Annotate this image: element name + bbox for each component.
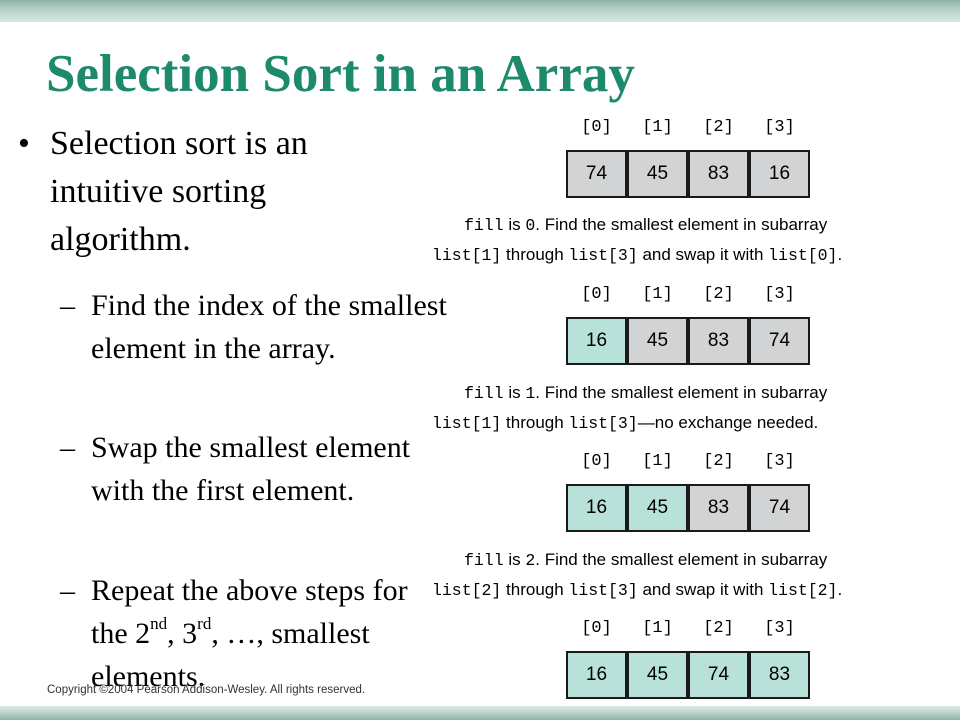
array-cell: 16 [749, 150, 810, 198]
index-labels-row [566, 452, 810, 472]
array-step-2 [566, 484, 810, 532]
index-labels-row [566, 285, 810, 305]
array-cell: 45 [627, 150, 688, 198]
subpoint-dash: – [60, 289, 75, 322]
subpoint-dash: – [60, 431, 75, 464]
top-decorative-bar [0, 0, 960, 22]
caption-step-1: fill is 1. Find the smallest element in subarray list[1] through list[3]—no exchange needed. [432, 383, 828, 433]
array-step-1 [566, 317, 810, 365]
index-label: [3] [764, 285, 795, 304]
array-cell: 74 [749, 484, 810, 532]
array-step-3 [566, 651, 810, 699]
array-cell: 16 [566, 484, 627, 532]
array-cell: 45 [627, 484, 688, 532]
caption-step-2: fill is 2. Find the smallest element in subarray list[2] through list[3] and swap it with list[2]. [432, 550, 843, 600]
bullet-marker: • [18, 125, 30, 162]
index-label: [1] [642, 118, 673, 137]
index-label: [0] [581, 452, 612, 471]
index-label: [1] [642, 452, 673, 471]
bullet-text: Selection sort is an intuitive sorting algorithm. [50, 125, 308, 258]
subpoint-text: Find the index of the smallest element in the array. [91, 289, 447, 365]
index-label: [2] [703, 285, 734, 304]
array-cell: 74 [749, 317, 810, 365]
array-step-0 [566, 150, 810, 198]
index-label: [1] [642, 619, 673, 638]
array-cell: 83 [688, 484, 749, 532]
caption-step-0: fill is 0. Find the smallest element in subarray list[1] through list[3] and swap it with list[0]. [432, 215, 843, 265]
array-cell: 16 [566, 317, 627, 365]
index-label: [3] [764, 619, 795, 638]
copyright-notice: Copyright ©2004 Pearson Addison-Wesley. All rights reserved. [47, 684, 366, 696]
array-cell: 83 [749, 651, 810, 699]
array-cell: 74 [566, 150, 627, 198]
subpoint-text: Swap the smallest element with the first element. [91, 431, 411, 507]
index-labels-row [566, 619, 810, 639]
index-label: [2] [703, 619, 734, 638]
index-label: [3] [764, 452, 795, 471]
index-label: [0] [581, 285, 612, 304]
slide-title: Selection Sort in an Array [46, 45, 635, 103]
subpoint-text: Repeat the above steps for the 2nd, 3rd, …, smallest elements. [91, 574, 408, 693]
index-label: [3] [764, 118, 795, 137]
index-label: [2] [703, 118, 734, 137]
array-cell: 83 [688, 317, 749, 365]
array-cell: 83 [688, 150, 749, 198]
index-label: [0] [581, 619, 612, 638]
index-label: [0] [581, 118, 612, 137]
array-cell: 16 [566, 651, 627, 699]
index-labels-row [566, 118, 810, 138]
array-cell: 45 [627, 651, 688, 699]
index-label: [2] [703, 452, 734, 471]
array-cell: 74 [688, 651, 749, 699]
index-label: [1] [642, 285, 673, 304]
subpoint-dash: – [60, 574, 75, 607]
array-cell: 45 [627, 317, 688, 365]
bottom-decorative-bar [0, 706, 960, 720]
